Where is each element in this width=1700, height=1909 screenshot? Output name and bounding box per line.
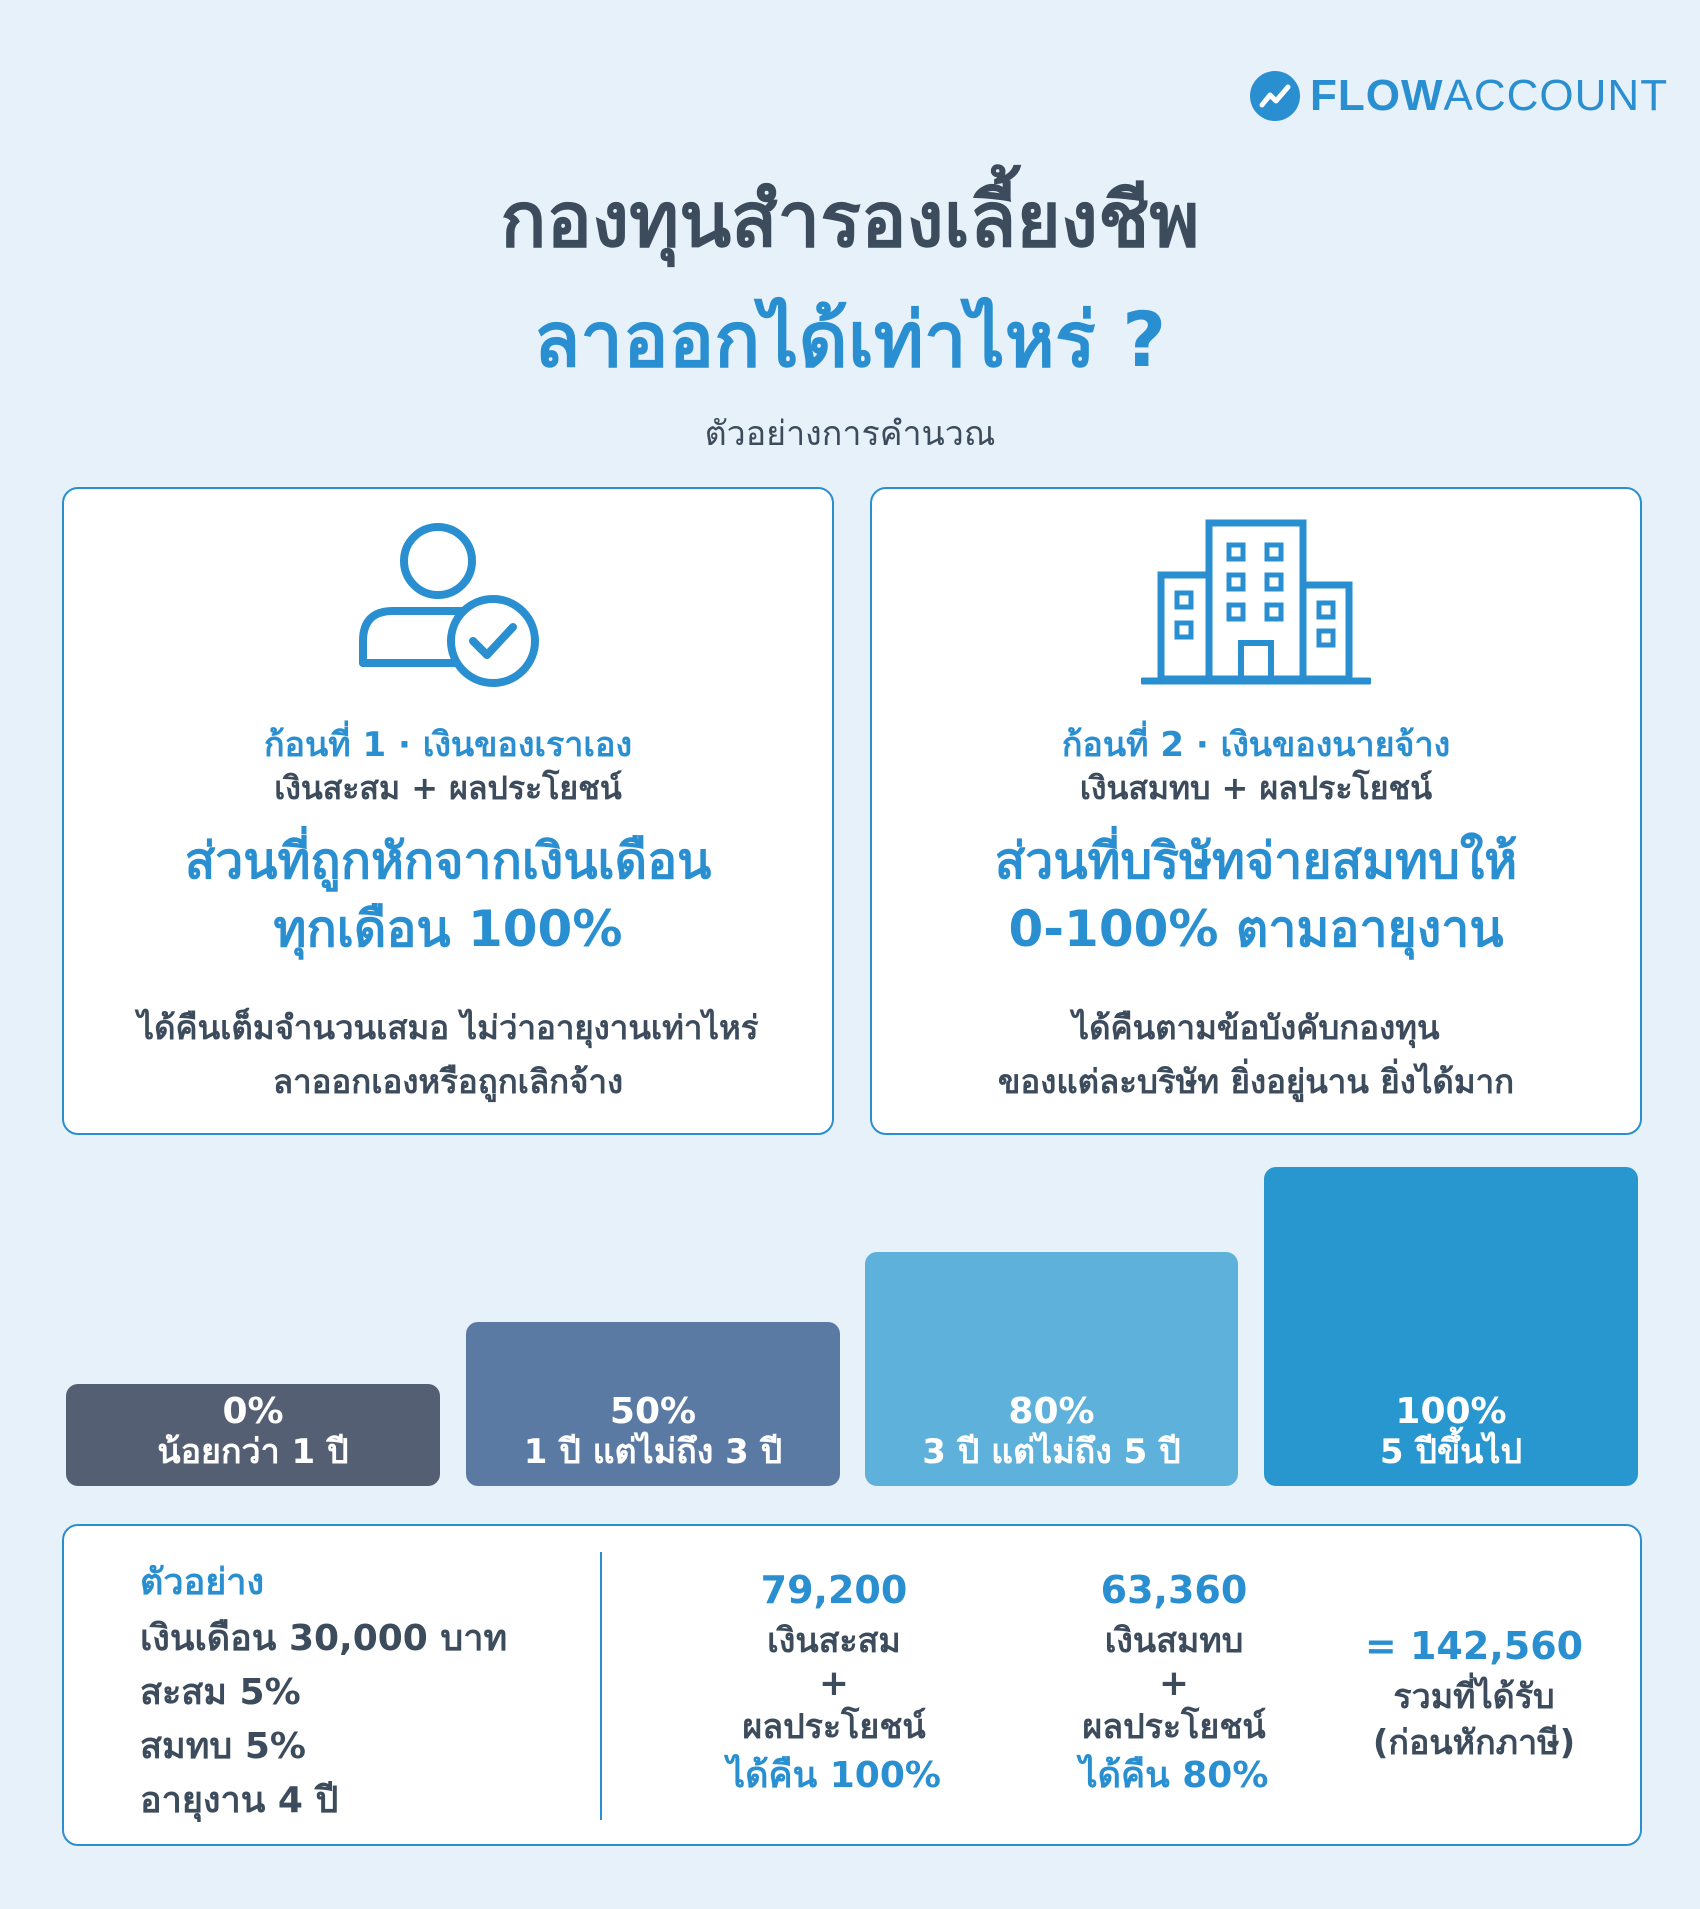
card-highlight <box>64 827 832 963</box>
card-description <box>872 1001 1640 1109</box>
example-inputs <box>140 1554 507 1828</box>
card-heading: ก้อนที่ 1 · เงินของเราเอง <box>263 725 633 765</box>
example-title: ตัวอย่าง <box>140 1562 265 1603</box>
plus-sign: + <box>818 1663 850 1704</box>
brand-logo <box>1250 70 1668 122</box>
tier-label: 5 ปีขึ้นไป <box>1379 1432 1523 1472</box>
page-title: กองทุนสำรองเลี้ยงชีพ <box>500 175 1200 264</box>
card-description-line2: ของแต่ละบริษัท ยิ่งอยู่นาน ยิ่งได้มาก <box>997 1062 1515 1101</box>
own-contribution-amount: 79,200 <box>760 1568 908 1612</box>
page-subtitle: ตัวอย่างการคำนวณ <box>704 414 996 454</box>
brand-name-light: ACCOUNT <box>1443 71 1669 120</box>
example-row: สะสม 5% <box>140 1672 301 1713</box>
tier-percent: 100% <box>1395 1391 1507 1432</box>
total-amount: = 142,560 <box>1364 1624 1584 1668</box>
card-description <box>64 1001 832 1109</box>
tier-label: 1 ปี แต่ไม่ถึง 3 ปี <box>523 1432 783 1472</box>
plus-sign: + <box>1158 1663 1190 1704</box>
card-highlight-line2: ทุกเดือน 100% <box>273 900 623 958</box>
card-subheading: เงินสะสม + ผลประโยชน์ <box>274 769 622 807</box>
total-label: รวมที่ได้รับ <box>1393 1677 1555 1717</box>
total-note: (ก่อนหักภาษี) <box>1372 1723 1576 1763</box>
example-row: เงินเดือน 30,000 บาท <box>140 1618 508 1659</box>
card-own-money <box>62 487 834 1135</box>
refund-rate: ได้คืน 100% <box>727 1755 941 1796</box>
example-divider <box>600 1552 602 1820</box>
tier-label: 3 ปี แต่ไม่ถึง 5 ปี <box>922 1432 1181 1472</box>
benefit-label: ผลประโยชน์ <box>1082 1707 1266 1747</box>
card-description-line1: ได้คืนตามข้อบังคับกองทุน <box>1072 1008 1440 1047</box>
tier-bar-0 <box>66 1384 440 1486</box>
card-highlight-line1: ส่วนที่ถูกหักจากเงินเดือน <box>184 832 712 890</box>
card-subheading: เงินสมทบ + ผลประโยชน์ <box>1079 769 1433 807</box>
example-row: อายุงาน 4 ปี <box>140 1780 339 1821</box>
example-own-contribution <box>664 1562 1004 1802</box>
user-check-icon <box>353 513 543 697</box>
benefit-label: ผลประโยชน์ <box>742 1707 926 1747</box>
brand-name-bold: FLOW <box>1310 71 1444 120</box>
example-row: สมทบ 5% <box>140 1726 306 1767</box>
example-employer-contribution <box>1004 1562 1344 1802</box>
card-highlight <box>872 827 1640 963</box>
brand-name <box>1310 71 1668 121</box>
example-box <box>62 1524 1642 1846</box>
card-heading: ก้อนที่ 2 · เงินของนายจ้าง <box>1061 725 1451 765</box>
tier-percent: 80% <box>1008 1391 1095 1432</box>
card-highlight-line1: ส่วนที่บริษัทจ่ายสมทบให้ <box>994 832 1518 890</box>
card-description-line1: ได้คืนเต็มจำนวนเสมอ ไม่ว่าอายุงานเท่าไหร่ <box>137 1008 759 1047</box>
employer-contribution-label: เงินสมทบ <box>1104 1621 1244 1661</box>
tier-bar-50 <box>466 1322 840 1486</box>
tier-bar-80 <box>865 1252 1238 1486</box>
example-total <box>1324 1618 1624 1766</box>
page-title-question: ลาออกได้เท่าไหร่ ? <box>533 295 1167 384</box>
building-icon <box>1141 513 1371 697</box>
trend-chart-icon <box>1250 71 1300 121</box>
card-employer-money <box>870 487 1642 1135</box>
tier-percent: 0% <box>222 1391 284 1432</box>
employer-contribution-amount: 63,360 <box>1100 1568 1248 1612</box>
card-highlight-line2: 0-100% ตามอายุงาน <box>1008 900 1504 958</box>
own-contribution-label: เงินสะสม <box>767 1621 901 1661</box>
refund-rate: ได้คืน 80% <box>1079 1755 1269 1796</box>
tier-label: น้อยกว่า 1 ปี <box>157 1432 349 1472</box>
tier-percent: 50% <box>609 1391 697 1432</box>
tier-bar-100 <box>1264 1167 1638 1486</box>
card-description-line2: ลาออกเองหรือถูกเลิกจ้าง <box>272 1062 624 1101</box>
